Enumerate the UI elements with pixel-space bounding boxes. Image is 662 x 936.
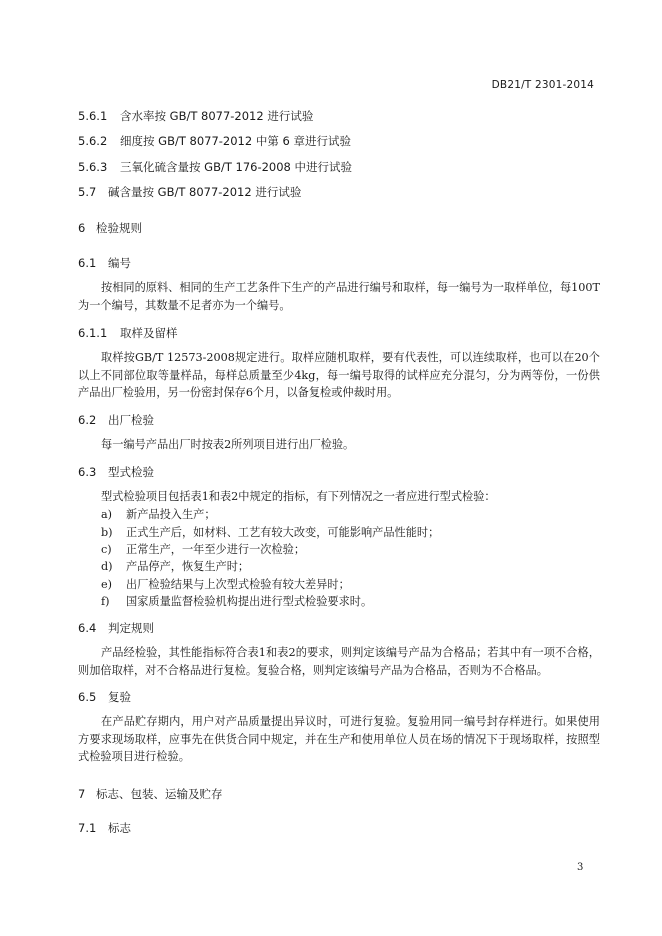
heading-title: 三氧化硫含量按 GB/T 176-2008 中进行试验 — [120, 160, 353, 174]
heading-number: 7 — [78, 787, 86, 801]
list-text: 正常生产，一年至少进行一次检验； — [126, 543, 306, 556]
paragraph-6-1-1: 取样按GB/T 12573-2008规定进行。取样应随机取样，要有代表性，可以连续取样，也可以在20个以上不同部位取等量样品，每样总质量至少4kg，每一编号取得的试样应充分混匀，分为两等份，一份供产品出厂检验用，另一份密封保存6个月，以备复检或仲裁时用。 — [78, 351, 600, 399]
list-text: 国家质量监督检验机构提出进行型式检验要求时。 — [126, 595, 373, 608]
heading-title: 取样及留样 — [120, 326, 178, 340]
heading-number: 6.1.1 — [78, 326, 108, 340]
heading-6-1 — [78, 255, 131, 271]
list-marker: c) — [101, 543, 112, 556]
heading-number: 5.6.1 — [78, 109, 108, 123]
heading-title: 复验 — [108, 690, 131, 704]
list-marker: f) — [101, 595, 110, 608]
list-item — [101, 524, 439, 540]
list-text: 出厂检验结果与上次型式检验有较大差异时； — [126, 578, 350, 591]
heading-5-7 — [78, 184, 301, 200]
heading-title: 出厂检验 — [108, 413, 154, 427]
heading-number: 6.5 — [78, 690, 97, 704]
heading-number: 6.2 — [78, 413, 97, 427]
paragraph-6-1: 按相同的原料、相同的生产工艺条件下生产的产品进行编号和取样，每一编号为一取样单位，每100T为一个编号，其数量不足者亦为一个编号。 — [78, 281, 600, 312]
heading-6-3 — [78, 464, 154, 480]
heading-6-5 — [78, 689, 131, 705]
heading-number: 6.4 — [78, 621, 97, 635]
heading-title: 型式检验 — [108, 465, 154, 479]
heading-5-6-2 — [78, 133, 351, 149]
heading-5-6-3 — [78, 159, 352, 175]
heading-number: 5.6.3 — [78, 160, 108, 174]
standard-code: DB21/T 2301-2014 — [491, 79, 594, 91]
heading-title: 含水率按 GB/T 8077-2012 进行试验 — [120, 109, 314, 123]
heading-number: 6 — [78, 221, 86, 235]
paragraph-6-2: 每一编号产品出厂时按表2所列项目进行出厂检验。 — [101, 438, 355, 451]
heading-6-1-1 — [78, 325, 178, 341]
heading-title: 细度按 GB/T 8077-2012 中第 6 章进行试验 — [120, 134, 351, 148]
heading-6 — [78, 220, 142, 236]
heading-title: 检验规则 — [96, 221, 142, 235]
heading-number: 5.7 — [78, 185, 97, 199]
heading-title: 标志、包装、运输及贮存 — [96, 787, 223, 801]
list-marker: d) — [101, 560, 113, 573]
list-item — [101, 558, 249, 574]
heading-number: 6.3 — [78, 465, 97, 479]
list-text: 正式生产后，如材料、工艺有较大改变，可能影响产品性能时； — [126, 526, 440, 539]
paragraph-6-5: 在产品贮存期内，用户对产品质量提出异议时，可进行复验。复验用同一编号封存样进行。如果使用方要求现场取样，应事先在供货合同中规定，并在生产和使用单位人员在场的情况下于现场取样，按照型式检验项目进行检验。 — [78, 715, 600, 763]
heading-title: 编号 — [108, 256, 131, 270]
heading-7-1 — [78, 820, 131, 836]
heading-6-2 — [78, 412, 154, 428]
heading-7 — [78, 786, 223, 802]
list-text: 新产品投入生产； — [126, 508, 216, 521]
heading-5-6-1 — [78, 108, 313, 124]
heading-number: 5.6.2 — [78, 134, 108, 148]
paragraph-6-3: 型式检验项目包括表1和表2中规定的指标，有下列情况之一者应进行型式检验： — [101, 490, 496, 503]
list-marker: a) — [101, 508, 113, 521]
list-item — [101, 506, 216, 522]
page-number: 3 — [577, 862, 584, 873]
list-item — [101, 576, 350, 592]
heading-6-4 — [78, 620, 154, 636]
list-item — [101, 593, 372, 609]
heading-title: 标志 — [108, 821, 131, 835]
list-item — [101, 541, 305, 557]
list-marker: e) — [101, 578, 112, 591]
list-marker: b) — [101, 526, 113, 539]
heading-title: 碱含量按 GB/T 8077-2012 进行试验 — [108, 185, 302, 199]
list-text: 产品停产，恢复生产时； — [126, 560, 250, 573]
heading-number: 7.1 — [78, 821, 97, 835]
paragraph-6-4: 产品经检验，其性能指标符合表1和表2的要求，则判定该编号产品为合格品；若其中有一项不合格，则加倍取样，对不合格品进行复检。复验合格，则判定该编号产品为合格品，否则为不合格品。 — [78, 646, 600, 677]
heading-number: 6.1 — [78, 256, 97, 270]
heading-title: 判定规则 — [108, 621, 154, 635]
